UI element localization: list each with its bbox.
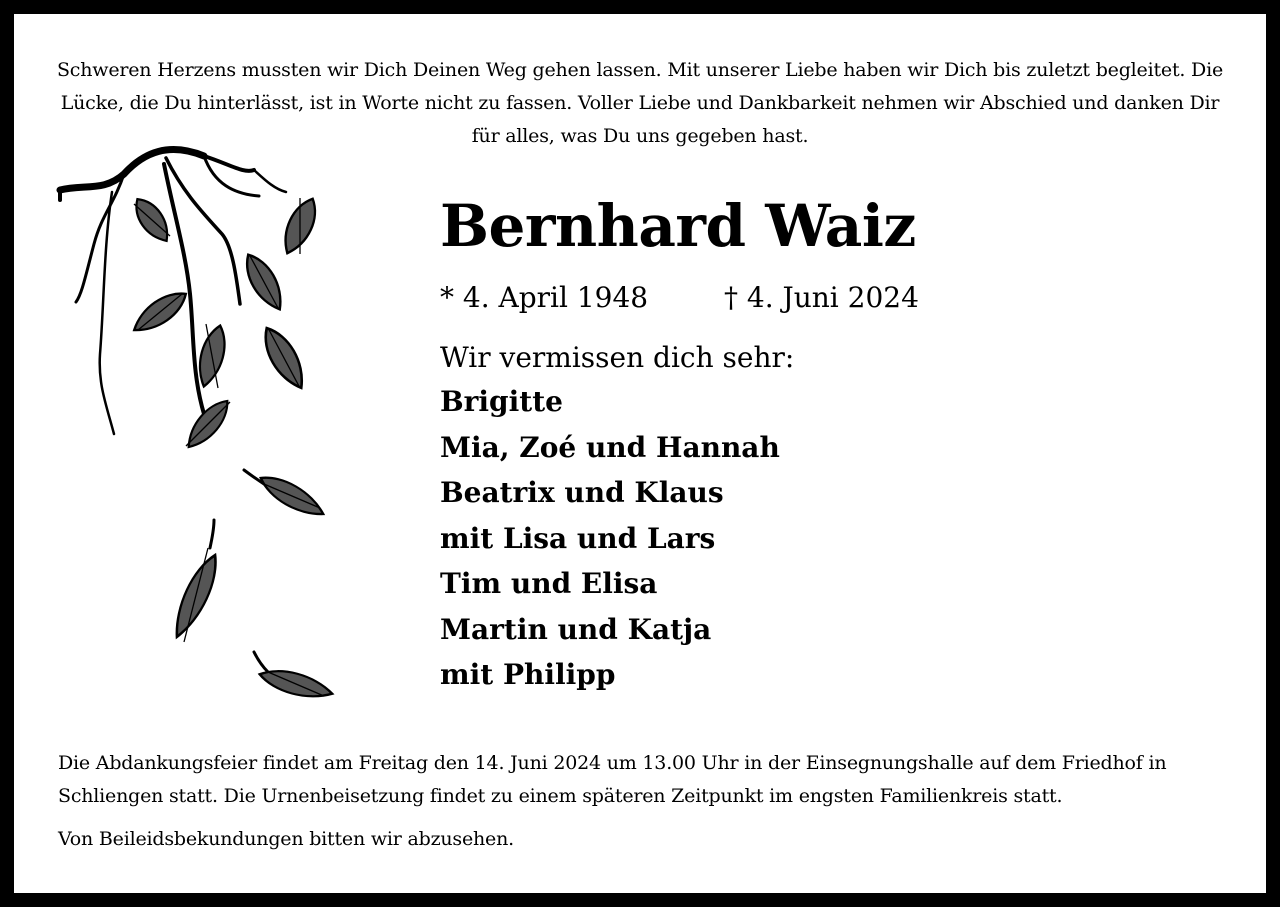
death-date: † 4. Juni 2024 <box>724 281 919 314</box>
list-item: Tim und Elisa <box>440 567 658 600</box>
condolence-note: Von Beileidsbekundungen bitten wir abzusehen. <box>58 828 514 850</box>
life-dates <box>440 276 919 320</box>
branch-with-leaves-icon <box>54 134 344 704</box>
list-item: Brigitte <box>440 385 563 418</box>
list-item: Mia, Zoé und Hannah <box>440 430 780 464</box>
mourners-list <box>440 379 780 698</box>
birth-date: * 4. April 1948 <box>440 281 649 314</box>
list-item: Beatrix und Klaus <box>440 476 724 509</box>
obituary-card <box>14 14 1266 893</box>
list-item: Martin und Katja <box>440 612 712 646</box>
mourners-heading: Wir vermissen dich sehr: <box>440 341 795 374</box>
list-item: mit Lisa und Lars <box>440 521 716 555</box>
deceased-name: Bernhard Waiz <box>440 192 916 260</box>
intro-text: Schweren Herzens mussten wir Dich Deinen Weg gehen lassen. Mit unserer Liebe haben wir Dich bis zuletzt begleitet. Die Lücke, die Du hinterlässt, ist in Worte nicht zu fassen. Voller Liebe und Dankbarkeit nehmen wir Abschied und danken Dir für alles, was Du uns gegeben hast. <box>56 59 1224 147</box>
service-info: Die Abdankungsfeier findet am Freitag den 14. Juni 2024 um 13.00 Uhr in der Einsegnungshalle auf dem Friedhof in Schliengen statt. Die Urnenbeisetzung findet zu einem späteren Zeitpunkt im engsten Familienkreis statt. <box>58 752 1167 807</box>
list-item: mit Philipp <box>440 658 616 691</box>
